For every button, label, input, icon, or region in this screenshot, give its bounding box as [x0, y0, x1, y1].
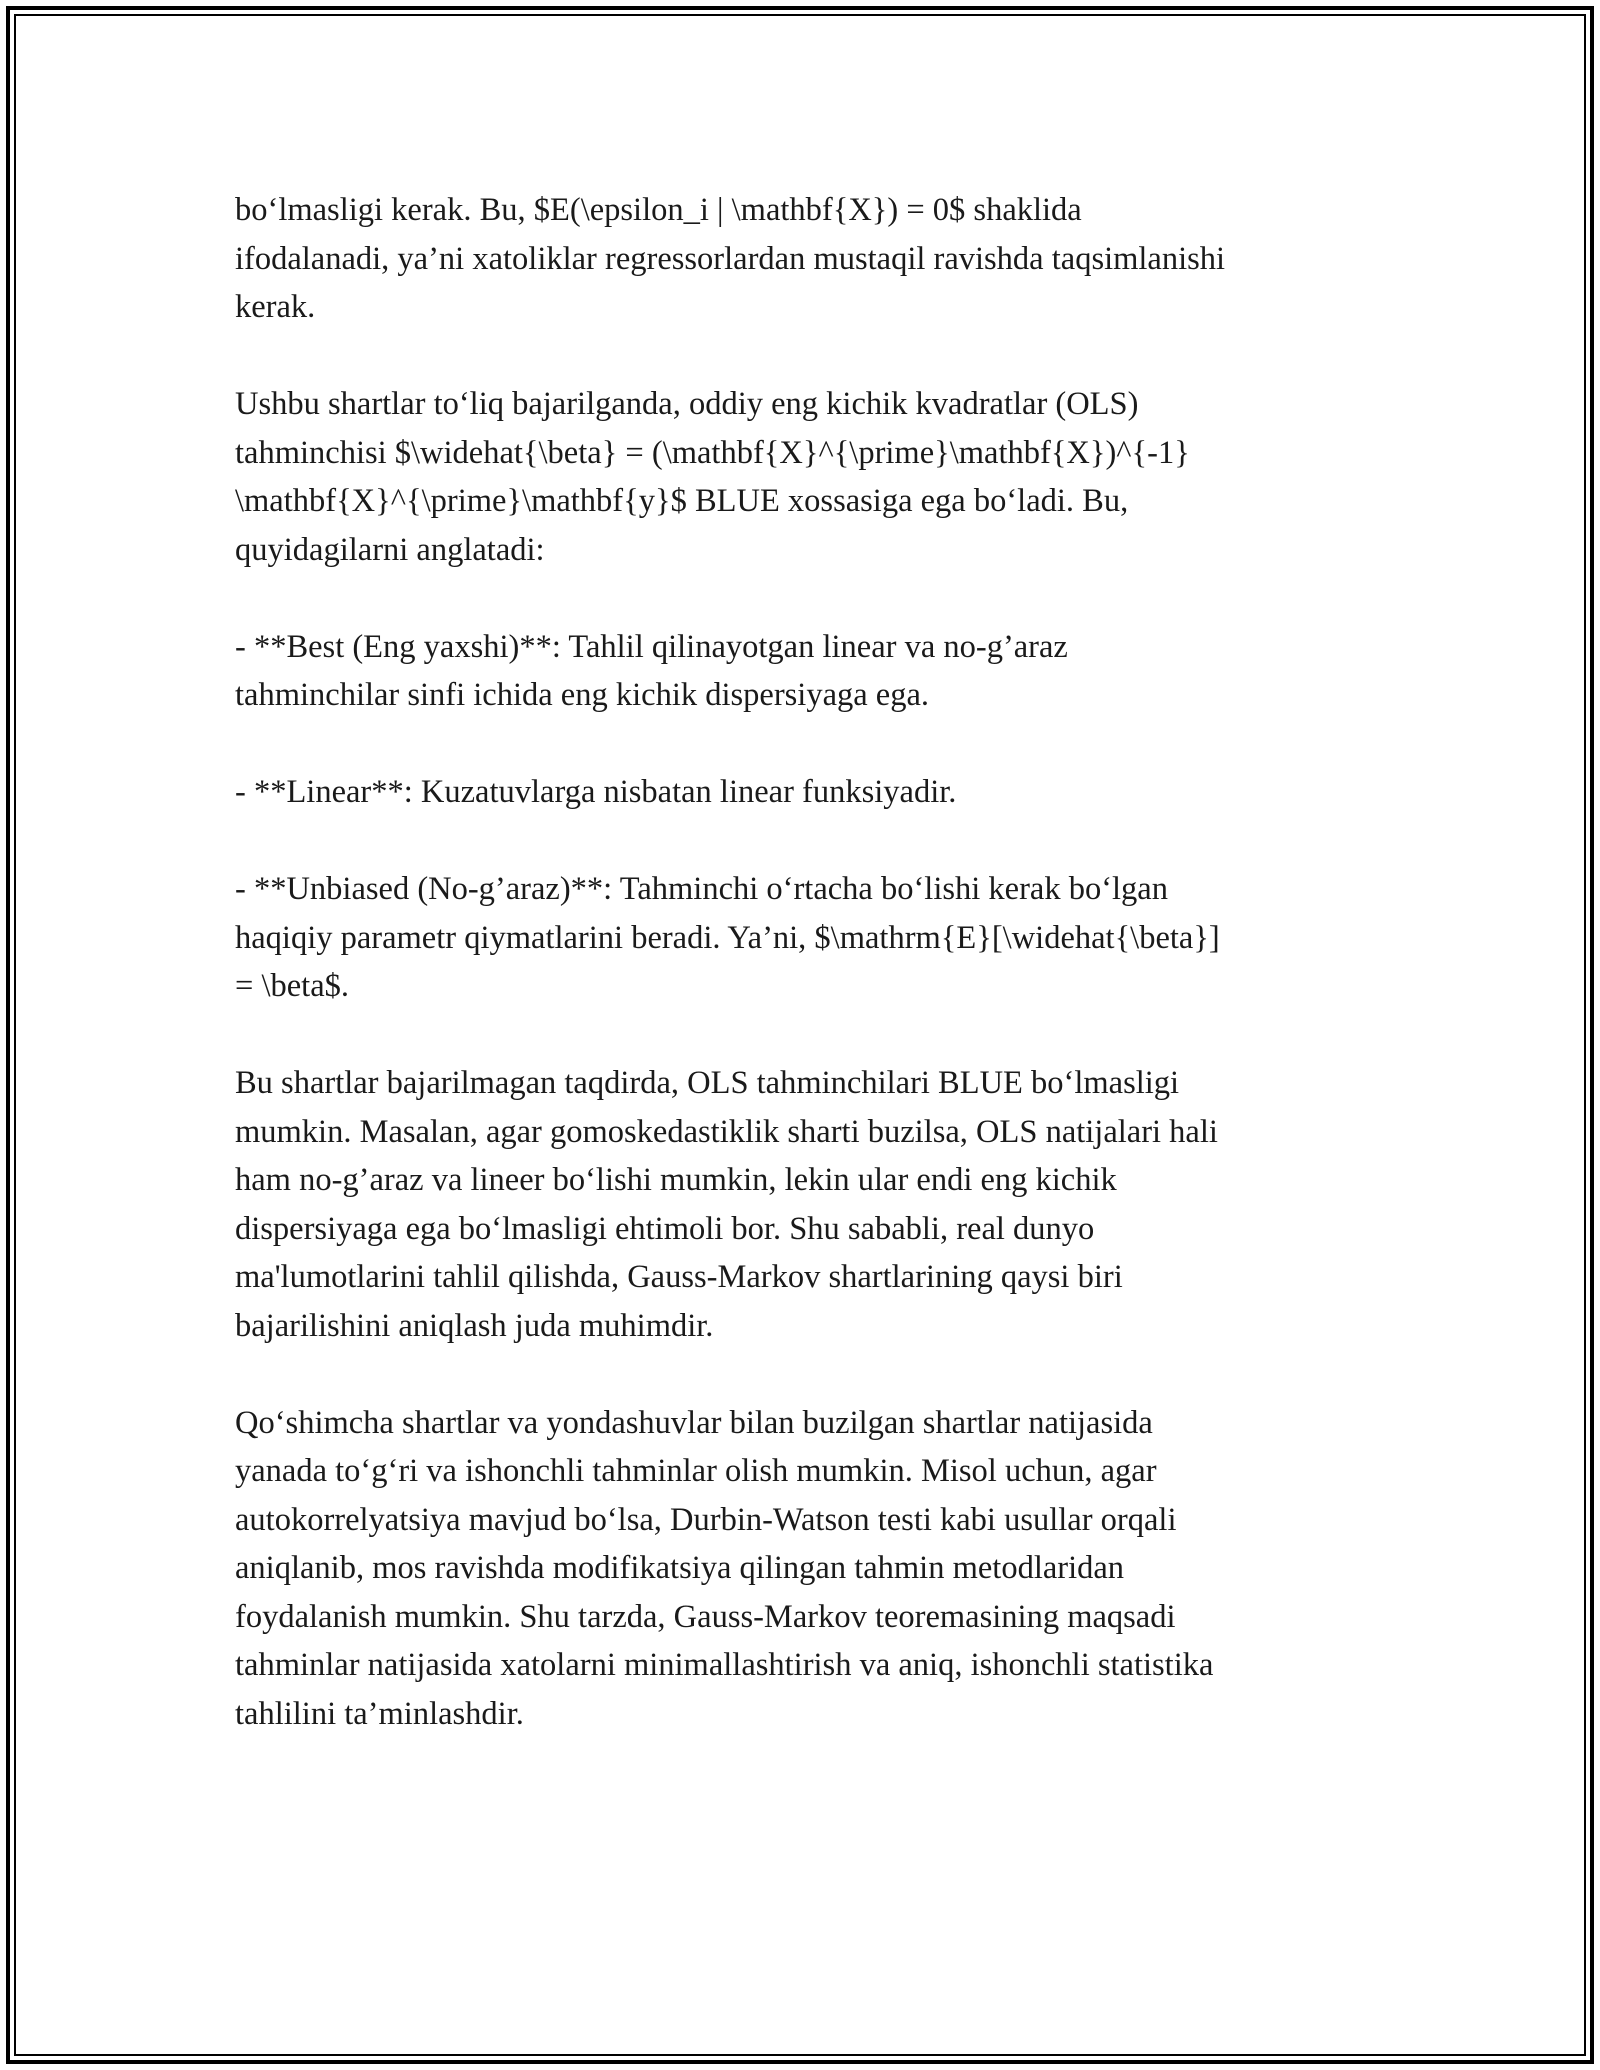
paragraph-additional-conditions: Qo‘shimcha shartlar va yondashuvlar bilan buzilgan shartlar natijasida yanada to‘g‘ri va ishonchli tahminlar olish mumkin. Misol uchun, agar autokorrelyatsiya mavjud bo‘lsa, Durbin-Watson testi kabi usullar orqali aniqlanib, mos ravishda modifikatsiya qilingan tahmin metodlaridan foydalanish mumkin. Shu tarzda, Gauss-Markov teoremasining maqsadi tahminlar natijasida xatolarni minimallashtirish va aniq, ishonchli statistika tahlilini ta’minlashdir. — [235, 1404, 1214, 1732]
page-content — [235, 186, 1365, 1738]
list-item-best: - **Best (Eng yaxshi)**: Tahlil qilinayotgan linear va no-g’araz tahminchilar sinfi ichida eng kichik dispersiyaga ega. — [235, 628, 1068, 713]
paragraph-ols-estimator: Ushbu shartlar to‘liq bajarilganda, oddiy eng kichik kvadratlar (OLS) tahminchisi $\widehat{\beta} = (\mathbf{X}^{\prime}\mathbf{X})^{-1} \mathbf{X}^{\prime}\mathbf{y}$ BLUE xossasiga ega bo‘ladi. Bu, quyidagilarni anglatadi: — [235, 386, 1190, 568]
list-item-linear: - **Linear**: Kuzatuvlarga nisbatan linear funksiyadir. — [235, 774, 957, 810]
list-item-unbiased: - **Unbiased (No-g’araz)**: Tahminchi o‘rtacha bo‘lishi kerak bo‘lgan haqiqiy parametr qiymatlarini beradi. Ya’ni, $\mathrm{E}[\widehat{\beta}] = \beta$. — [235, 871, 1220, 1004]
paragraph-violations: Bu shartlar bajarilmagan taqdirda, OLS tahminchilari BLUE bo‘lmasligi mumkin. Masalan, agar gomoskedastiklik sharti buzilsa, OLS natijalari hali ham no-g’araz va lineer bo‘lishi mumkin, lekin ular endi eng kichik dispersiyaga ega bo‘lmasligi ehtimoli bor. Shu sababli, real dunyo ma'lumotlarini tahlil qilishda, Gauss-Markov shartlarining qaysi biri bajarilishini aniqlash juda muhimdir. — [235, 1065, 1218, 1344]
paragraph-epsilon-condition: bo‘lmasligi kerak. Bu, $E(\epsilon_i | \mathbf{X}) = 0$ shaklida ifodalanadi, ya’ni xatoliklar regressorlardan mustaqil ravishda taqsimlanishi kerak. — [235, 192, 1226, 325]
